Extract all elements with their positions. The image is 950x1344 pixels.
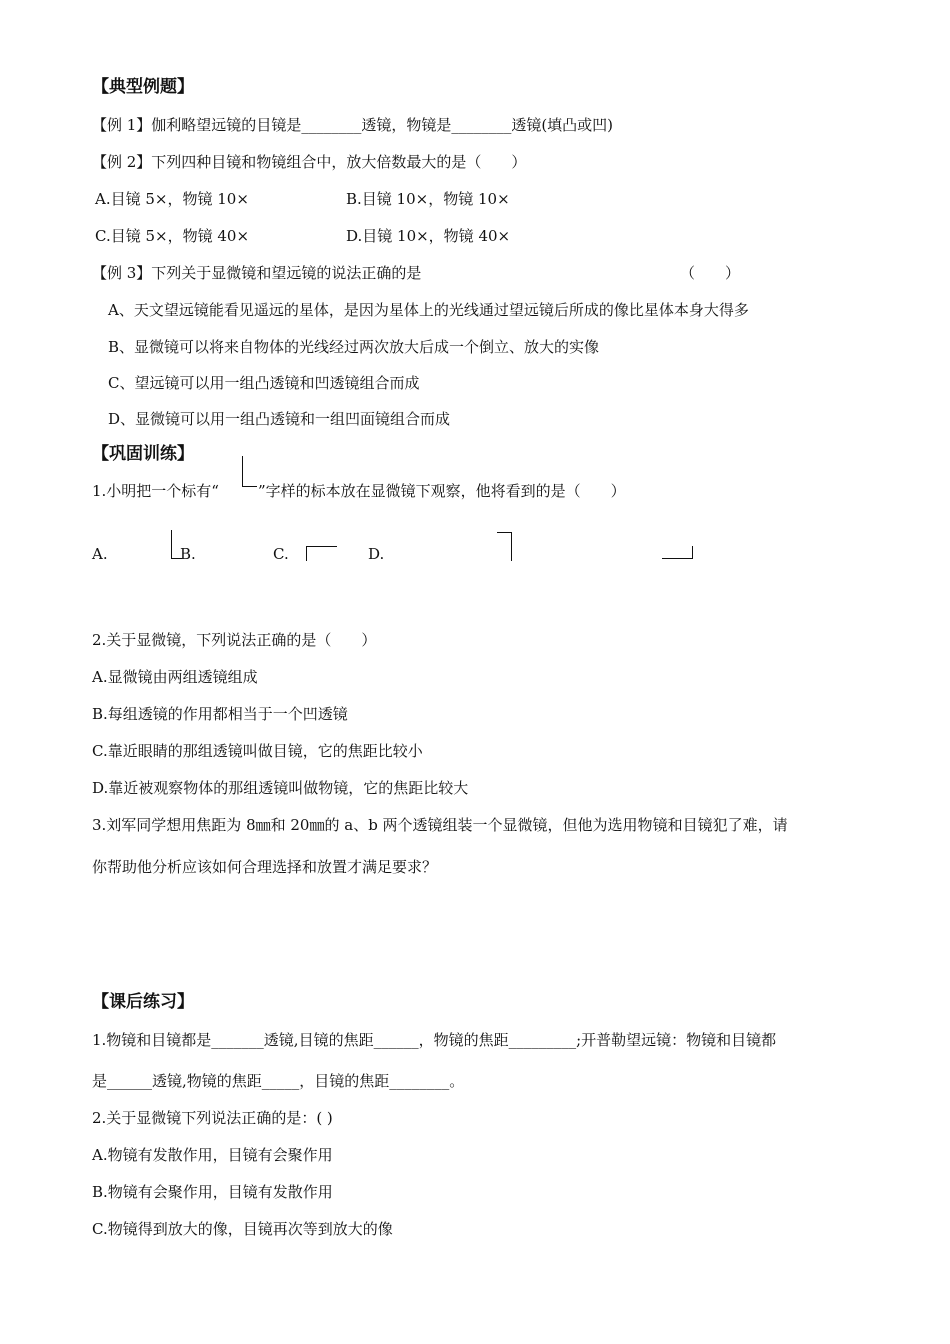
question-1-text-after: ”字样的标本放在显微镜下观察，他将看到的是（ ） bbox=[258, 482, 626, 500]
homework-question-1-line-1: 1.物镜和目镜都是_______透镜,目镜的焦距______，物镜的焦距_________;开普勒望远镜：物镜和目镜都 bbox=[92, 1031, 777, 1049]
question-1-text-before: 1.小明把一个标有“ bbox=[92, 482, 219, 500]
homework-question-2-option-a: A.物镜有发散作用，目镜有会聚作用 bbox=[92, 1146, 333, 1164]
question-2-option-d: D.靠近被观察物体的那组透镜叫做物镜，它的焦距比较大 bbox=[92, 779, 469, 797]
question-2-option-b: B.每组透镜的作用都相当于一个凹透镜 bbox=[92, 705, 348, 723]
question-3-line-2: 你帮助他分析应该如何合理选择和放置才满足要求？ bbox=[92, 858, 438, 876]
example-2-option-a: A.目镜 5×，物镜 10× bbox=[95, 190, 249, 208]
example-2-option-d: D.目镜 10×，物镜 40× bbox=[346, 227, 511, 245]
question-3-line-1: 3.刘军同学想用焦距为 8㎜和 20㎜的 a、b 两个透镜组装一个显微镜，但他为选用物镜和目镜犯了难，请 bbox=[92, 816, 788, 834]
example-1: 【例 1】伽利略望远镜的目镜是________透镜，物镜是________透镜(填凸或凹) bbox=[92, 116, 614, 134]
homework-question-2: 2.关于显微镜下列说法正确的是：( ) bbox=[92, 1109, 333, 1127]
section-heading-typical-examples: 【典型例题】 bbox=[92, 77, 194, 97]
example-2-option-c: C.目镜 5×，物镜 40× bbox=[95, 227, 250, 245]
question-1-option-a-label: A. bbox=[92, 545, 108, 563]
question-2: 2.关于显微镜，下列说法正确的是（ ） bbox=[92, 631, 377, 649]
example-3-answer-paren: （ ） bbox=[680, 264, 741, 282]
homework-question-2-option-b: B.物镜有会聚作用，目镜有发散作用 bbox=[92, 1183, 333, 1201]
option-d-shape-icon bbox=[662, 546, 693, 559]
question-1-option-c-label: C. bbox=[273, 545, 289, 563]
example-3-option-b: B、显微镜可以将来自物体的光线经过两次放大后成一个倒立、放大的实像 bbox=[108, 338, 600, 356]
example-3-option-d: D、显微镜可以用一组凸透镜和一组凹面镜组合而成 bbox=[108, 410, 451, 428]
question-1-option-d-label: D. bbox=[368, 545, 385, 563]
question-1-option-b-label: B. bbox=[180, 545, 196, 563]
section-heading-consolidation: 【巩固训练】 bbox=[92, 444, 194, 464]
homework-question-1-line-2: 是______透镜,物镜的焦距_____，目镜的焦距________。 bbox=[92, 1072, 465, 1090]
question-2-option-a: A.显微镜由两组透镜组成 bbox=[92, 668, 258, 686]
example-3: 【例 3】下列关于显微镜和望远镜的说法正确的是 bbox=[92, 264, 422, 282]
question-2-option-c: C.靠近眼睛的那组透镜叫做目镜，它的焦距比较小 bbox=[92, 742, 423, 760]
example-3-option-a: A、天文望远镜能看见遥远的星体，是因为星体上的光线通过望远镜后所成的像比星体本身大得多 bbox=[108, 301, 749, 319]
section-heading-homework: 【课后练习】 bbox=[92, 992, 194, 1012]
example-3-option-c: C、望远镜可以用一组凸透镜和凹透镜组合而成 bbox=[108, 374, 420, 392]
example-2: 【例 2】下列四种目镜和物镜组合中，放大倍数最大的是（ ） bbox=[92, 153, 527, 171]
example-2-option-b: B.目镜 10×，物镜 10× bbox=[346, 190, 510, 208]
homework-question-2-option-c: C.物镜得到放大的像，目镜再次等到放大的像 bbox=[92, 1220, 393, 1238]
l-shape-specimen-icon bbox=[242, 456, 257, 487]
option-c-shape-icon bbox=[497, 532, 512, 561]
option-b-shape-icon bbox=[306, 546, 337, 561]
